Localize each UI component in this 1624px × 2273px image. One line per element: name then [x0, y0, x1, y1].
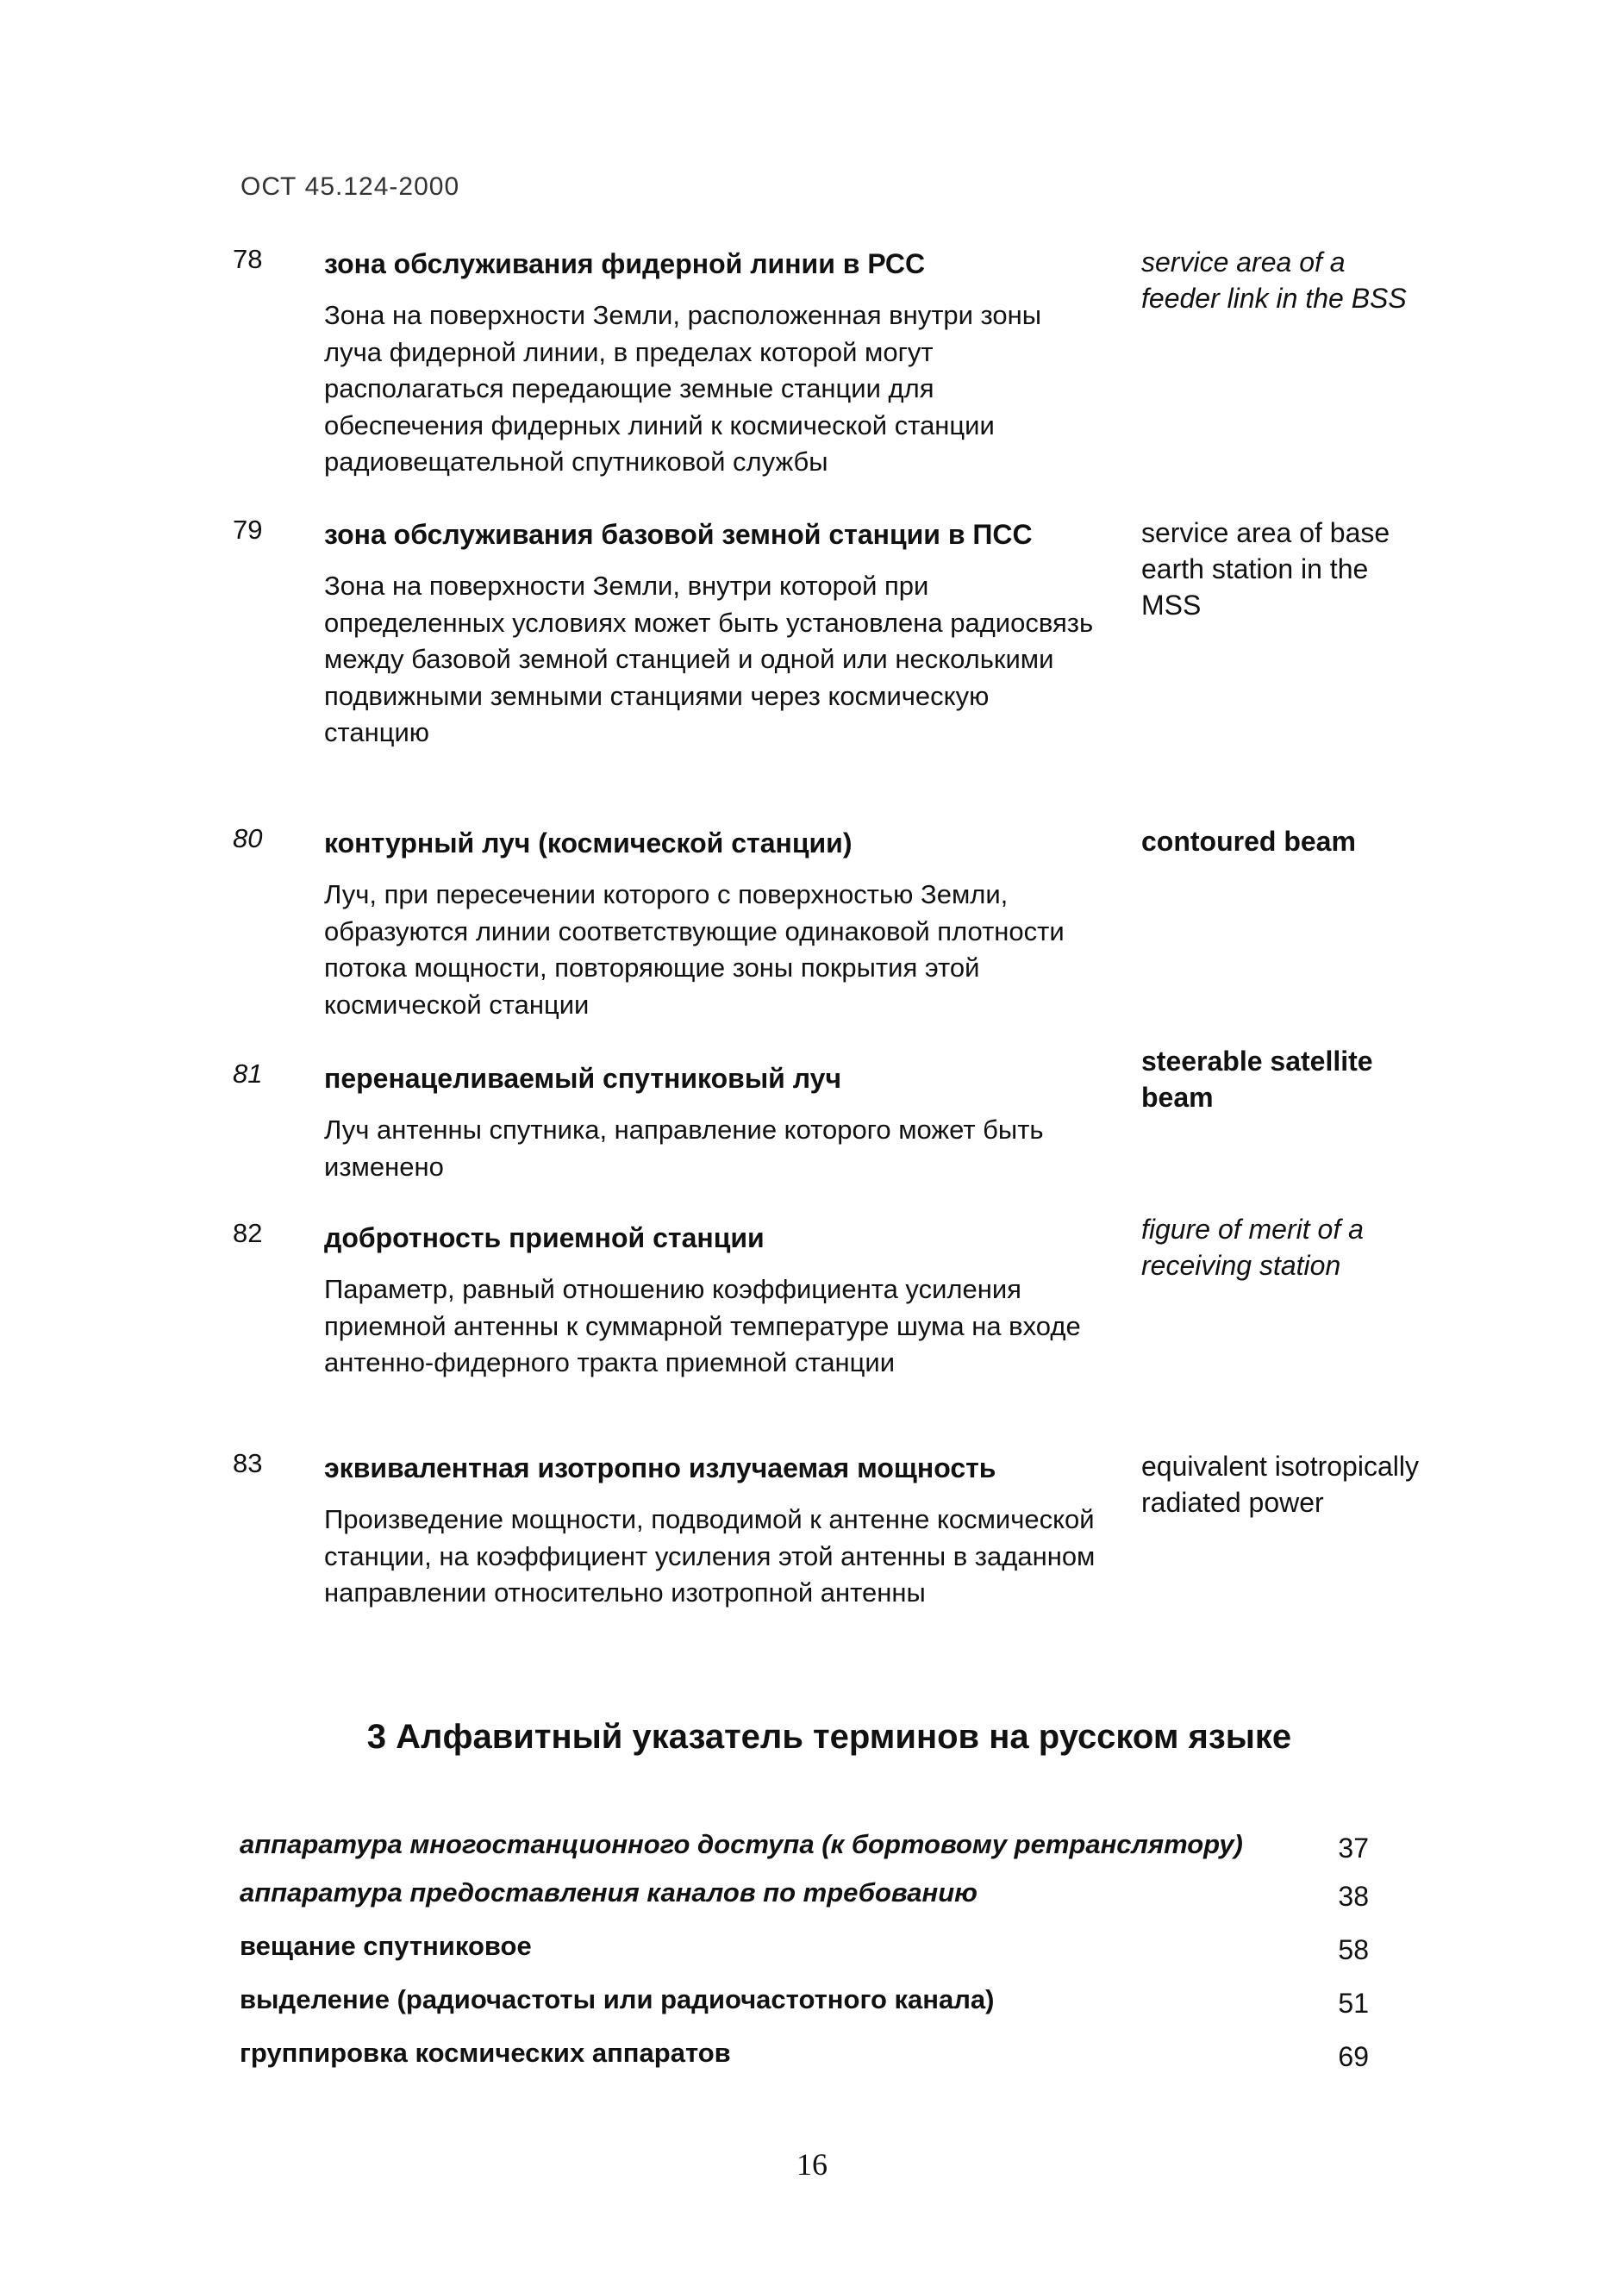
- index-row: [240, 1874, 1403, 1912]
- term-title: зона обслуживания базовой земной станции в ПСС: [324, 519, 1033, 550]
- term-english: equivalent isotropically radiated power: [1141, 1451, 1419, 1518]
- index-row: [240, 2034, 1403, 2072]
- term-russian: [324, 1058, 1100, 1185]
- term-number: 82: [233, 1218, 263, 1248]
- term-definition: Параметр, равный отношению коэффициента усиления приемной антенны к суммарной температуре шума на входе антенно-фидерного тракта приемной станции: [324, 1274, 1081, 1377]
- term-title: контурный луч (космической станции): [324, 827, 853, 859]
- term-english: service area of base earth station in the MSS: [1141, 517, 1390, 621]
- index-term: аппаратура предоставления каналов по требованию: [240, 1877, 978, 1908]
- index-term: аппаратура многостанционного доступа (к бортовому ретранслятору): [240, 1829, 1243, 1859]
- term-russian: [324, 823, 1100, 1023]
- index-page: 58: [1338, 1934, 1369, 1965]
- term-english: steerable satellite beam: [1141, 1046, 1373, 1113]
- index-page: 51: [1338, 1988, 1369, 2019]
- index-term: выделение (радиочастоты или радиочастотного канала): [240, 1984, 995, 2014]
- index-term: вещание спутниковое: [240, 1931, 532, 1961]
- index-row: [240, 1826, 1403, 1864]
- term-title: добротность приемной станции: [324, 1222, 765, 1253]
- term-definition: Произведение мощности, подводимой к антенне космической станции, на коэффициент усиления этой антенны в заданном направлении относительно изотропной антенны: [324, 1504, 1096, 1608]
- index-term: группировка космических аппаратов: [240, 2038, 731, 2068]
- index-page: 38: [1338, 1881, 1369, 1912]
- section-heading: 3 Алфавитный указатель терминов на русском языке: [366, 1718, 1292, 1756]
- term-english: service area of a feeder link in the BSS: [1141, 247, 1407, 314]
- page-number: 16: [796, 2147, 828, 2182]
- term-title: перенацеливаемый спутниковый луч: [324, 1063, 842, 1094]
- term-russian: [324, 244, 1100, 481]
- index-page: 69: [1338, 2041, 1369, 2072]
- term-definition: Луч, при пересечении которого с поверхностью Земли, образуются линии соответствующие одинаковой плотности потока мощности, повторяющие зоны покрытия этой космической станции: [324, 879, 1065, 1020]
- term-title: эквивалентная изотропно излучаемая мощность: [324, 1452, 996, 1483]
- index-page: 37: [1338, 1833, 1369, 1864]
- term-russian: [324, 1218, 1100, 1382]
- term-definition: Зона на поверхности Земли, расположенная внутри зоны луча фидерной линии, в пределах которой могут располагаться передающие земные станции для обеспечения фидерных линий к космической станции радиовещательной спутниковой службы: [324, 300, 1042, 477]
- term-number: 81: [233, 1058, 263, 1089]
- term-index: [240, 1826, 1403, 2072]
- term-number: 79: [233, 515, 263, 545]
- term-number: 78: [233, 244, 263, 274]
- term-english: contoured beam: [1141, 826, 1356, 857]
- term-russian: [324, 515, 1100, 752]
- term-definition: Луч антенны спутника, направление которого может быть изменено: [324, 1115, 1044, 1182]
- document-code: ОСТ 45.124-2000: [240, 172, 460, 201]
- term-definition: Зона на поверхности Земли, внутри которой при определенных условиях может быть установлена радиосвязь между базовой земной станцией и одной или несколькими подвижными земными станциями через космическую станцию: [324, 571, 1094, 747]
- term-russian: [324, 1448, 1100, 1612]
- term-number: 80: [233, 823, 263, 853]
- index-row: [240, 1981, 1403, 2019]
- term-english: figure of merit of a receiving station: [1141, 1214, 1364, 1281]
- index-row: [240, 1927, 1403, 1965]
- term-number: 83: [233, 1448, 263, 1478]
- term-title: зона обслуживания фидерной линии в РСС: [324, 248, 926, 279]
